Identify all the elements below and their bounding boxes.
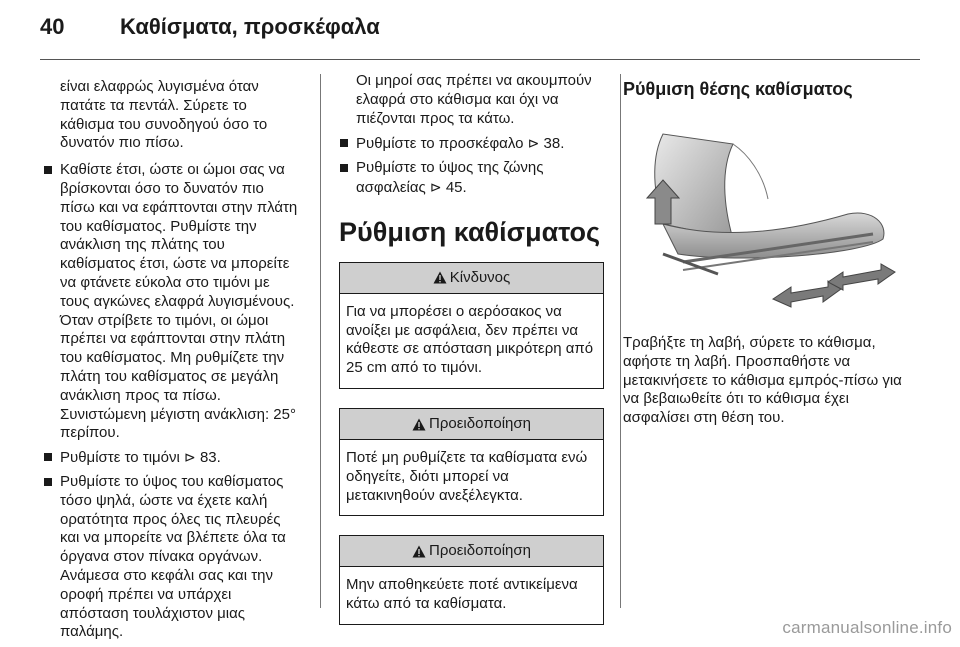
danger-box-header — [340, 263, 603, 294]
section-heading: Ρύθμιση θέσης καθίσματος — [623, 79, 853, 99]
list-item-text: Ρυθμίστε το ύψος του καθίσματος τόσο ψηλά, ώστε να έχετε καλή ορατότητα προς όλες τις πλευρές και να μπορείτε να βλέπετε όλα τα όργανα στον πίνακα οργάνων. Ανάμεσα στο κεφάλι σας και την οροφή πρέπει να υπάρχει απόσταση τουλάχιστον μιας παλάμης. — [60, 472, 286, 641]
arrow-reference-icon[interactable]: ⊳ — [184, 449, 196, 466]
list-item — [43, 161, 301, 443]
list-item — [43, 473, 301, 642]
danger-box — [339, 262, 604, 389]
danger-box-text: Για να μπορέσει ο αερόσακος να ανοίξει με ασφάλεια, δεν πρέπει να κάθεστε σε απόσταση μικρότερη από 25 cm από το τιμόνι. — [346, 302, 594, 377]
arrow-reference-icon[interactable]: ⊳ — [429, 178, 442, 195]
list-item-text: Ρυθμίστε το ύψος της ζώνης ασφαλείας — [356, 159, 544, 196]
warning-box — [339, 408, 604, 516]
page-reference[interactable]: 38. — [543, 135, 565, 153]
danger-box-title: Κίνδυνος — [449, 268, 511, 286]
list-item-text: Ρυθμίστε το τιμόνι — [60, 449, 180, 467]
column-divider — [620, 74, 621, 608]
warning-box-header — [340, 536, 603, 567]
warning-triangle-icon — [433, 271, 447, 284]
column-3 — [623, 78, 913, 428]
header-divider — [40, 59, 920, 60]
watermark: carmanualsonline.info — [782, 618, 952, 637]
list-item-text: Ρυθμίστε το προσκέφαλο — [356, 135, 524, 153]
list-item — [43, 448, 301, 468]
figure-caption: Τραβήξτε τη λαβή, σύρετε το κάθισμα, αφήστε τη λαβή. Προσπαθήστε να μετακινήσετε το κάθισμα εμπρός-πίσω για να βεβαιωθείτε ότι το κάθισμα έχει ασφαλίσει στη θέση του. — [623, 334, 902, 427]
square-bullet-icon — [340, 139, 348, 147]
square-bullet-icon — [44, 453, 52, 461]
column-2 — [339, 72, 607, 644]
warning-box-text: Ποτέ μη ρυθμίζετε τα καθίσματα ενώ οδηγείτε, διότι μπορεί να μετακινηθούν ανεξέλεγκτα. — [346, 448, 588, 504]
page-title: Καθίσματα, προσκέφαλα — [120, 14, 380, 39]
column-divider — [320, 74, 321, 608]
arrow-reference-icon[interactable]: ⊳ — [527, 135, 540, 152]
square-bullet-icon — [44, 166, 52, 174]
warning-box-title: Προειδοποίηση — [429, 542, 531, 560]
warning-triangle-icon — [412, 418, 426, 431]
intro-paragraph: Οι μηροί σας πρέπει να ακουμπούν ελαφρά στο κάθισμα και όχι να πιέζονται προς τα κάτω. — [356, 72, 592, 127]
square-bullet-icon — [44, 478, 52, 486]
page-header — [0, 0, 960, 60]
column-1 — [43, 78, 301, 647]
intro-paragraph: είναι ελαφρώς λυγισμένα όταν πατάτε τα πεντάλ. Σύρετε το κάθισμα του συνοδηγού όσο το δυνατόν πιο πίσω. — [60, 78, 268, 152]
list-item — [339, 134, 607, 154]
warning-triangle-icon — [412, 545, 426, 558]
page-number: 40 — [40, 14, 65, 39]
warning-box — [339, 535, 604, 625]
page-reference[interactable]: 83. — [199, 449, 221, 467]
section-heading: Ρύθμιση καθίσματος — [339, 216, 601, 247]
warning-box-header — [340, 409, 603, 440]
square-bullet-icon — [340, 164, 348, 172]
seat-adjustment-illustration — [623, 114, 913, 314]
seat-diagram-image — [623, 114, 913, 314]
list-item-text: Καθίστε έτσι, ώστε οι ώμοι σας να βρίσκονται όσο το δυνατόν πιο πίσω και να εφάπτονται στην πλάτη του καθίσματος. Ρυθμίστε την ανάκλιση της πλάτης του καθίσματος έτσι, ώστε να μπορείτε να φτάνετε εύκολα στο τιμόνι με τους αγκώνες ελαφρά λυγισμένους. Όταν στρίβετε το τιμόνι, οι ώμοι πρέπει να εφάπτονται στην πλάτη του καθίσματος. Μη ρυθμίζετε την πλάτη του καθίσματος σε μεγάλη ανάκλιση προς τα πίσω. Συνιστώμενη μέγιστη ανάκλιση: 25° περίπου. — [60, 161, 298, 442]
list-item — [339, 159, 607, 198]
warning-box-text: Μην αποθηκεύετε ποτέ αντικείμενα κάτω από τα καθίσματα. — [346, 576, 578, 613]
warning-box-title: Προειδοποίηση — [429, 414, 531, 432]
page-reference[interactable]: 45. — [445, 178, 467, 196]
